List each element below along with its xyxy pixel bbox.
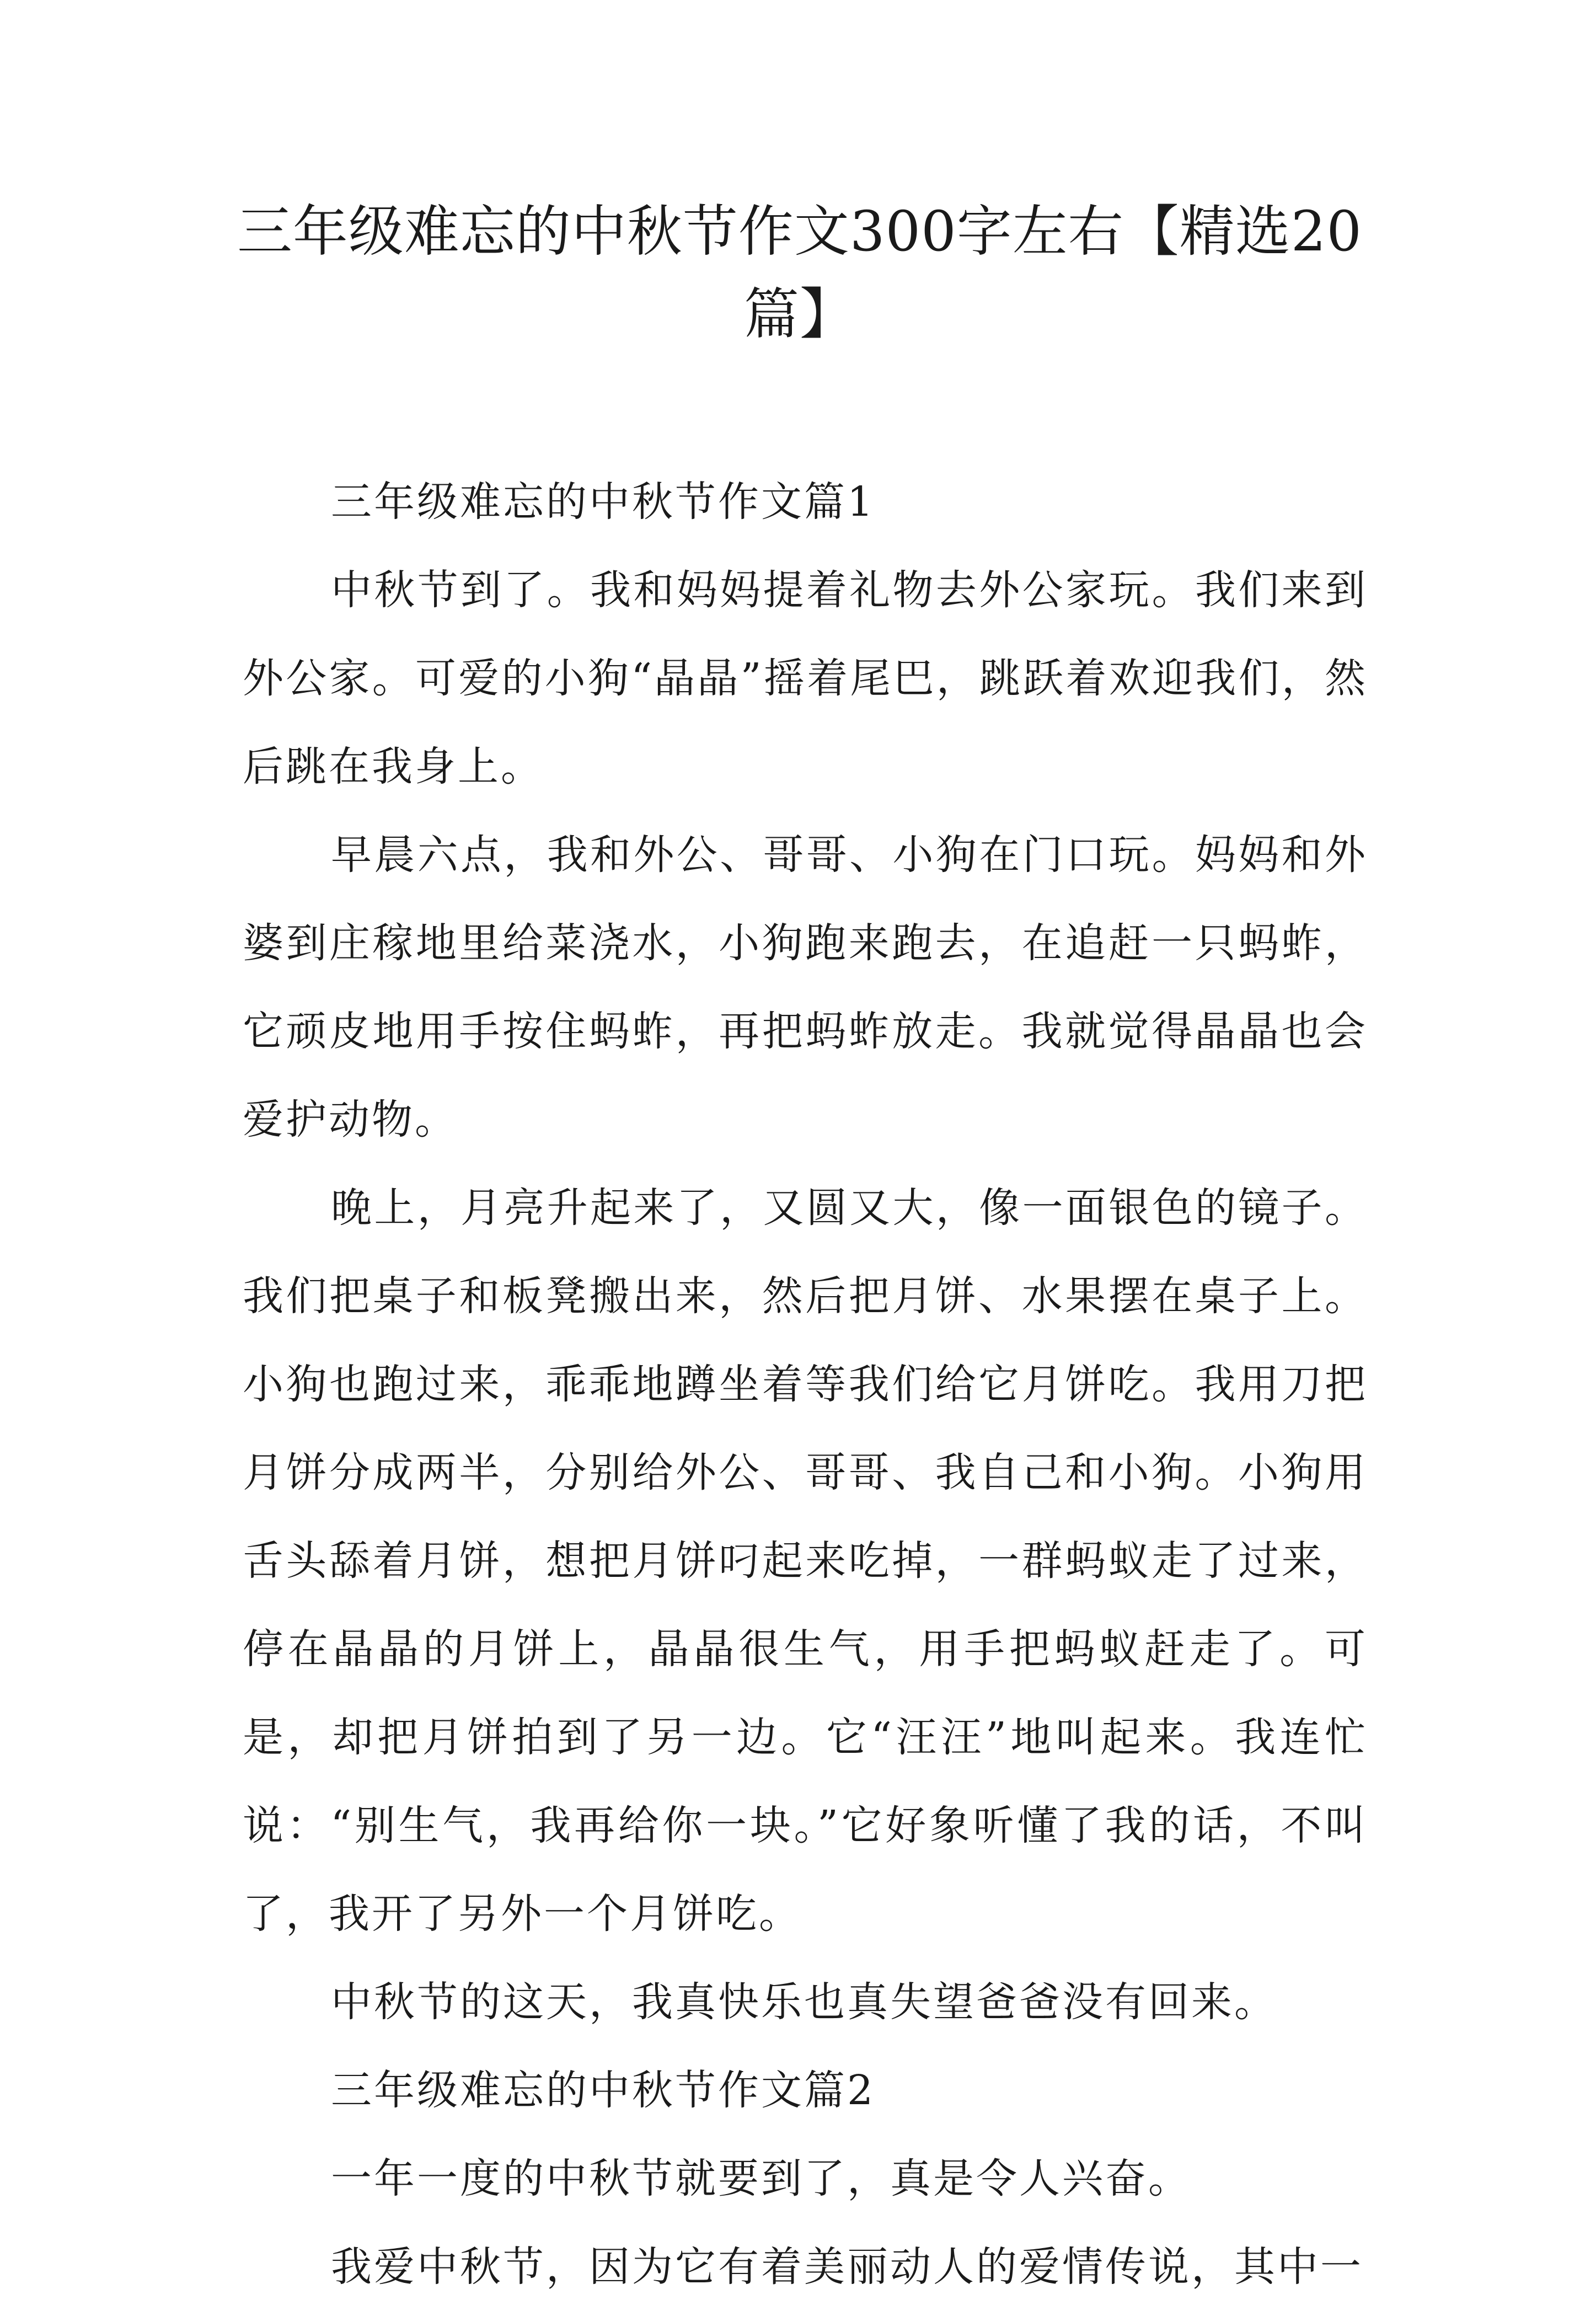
paragraph: 中秋节到了。我和妈妈提着礼物去外公家玩。我们来到外公家。可爱的小狗“晶晶”摇着尾巴，跳跃着欢迎我们，然后跳在我身上。: [243, 566, 1368, 790]
paragraph: 早晨六点，我和外公、哥哥、小狗在门口玩。妈妈和外婆到庄稼地里给菜浇水，小狗跑来跑去，在追赶一只蚂蚱，它顽皮地用手按住蚂蚱，再把蚂蚱放走。我就觉得晶晶也会爱护动物。: [243, 831, 1368, 1143]
paragraph: 我爱中秋节，因为它有着美丽动人的爱情传说，其中一: [331, 2243, 1363, 2291]
paragraph: 中秋节的这天，我真快乐也真失望爸爸没有回来。: [331, 1978, 1277, 2026]
section-heading-2: 三年级难忘的中秋节作文篇2: [331, 2067, 876, 2114]
section-heading-1: 三年级难忘的中秋节作文篇1: [331, 478, 876, 526]
paragraph: 一年一度的中秋节就要到了，真是令人兴奋。: [331, 2155, 1191, 2202]
document-body: [243, 458, 1368, 2311]
paragraph: 晚上，月亮升起来了，又圆又大，像一面银色的镜子。我们把桌子和板凳搬出来，然后把月饼、水果摆在桌子上。小狗也跑过来，乖乖地蹲坐着等我们给它月饼吃。我用刀把月饼分成两半，分别给外公、哥哥、我自己和小狗。小狗用舌头舔着月饼，想把月饼叼起来吃掉，一群蚂蚁走了过来，停在晶晶的月饼上，晶晶很生气，用手把蚂蚁赶走了。可是，却把月饼拍到了另一边。它“汪汪”地叫起来。我连忙说：“别生气，我再给你一块。”它好象听懂了我的话，不叫了，我开了另外一个月饼吃。: [243, 1184, 1368, 1938]
document-title: 三年级难忘的中秋节作文300字左右【精选20篇】: [237, 199, 1363, 346]
